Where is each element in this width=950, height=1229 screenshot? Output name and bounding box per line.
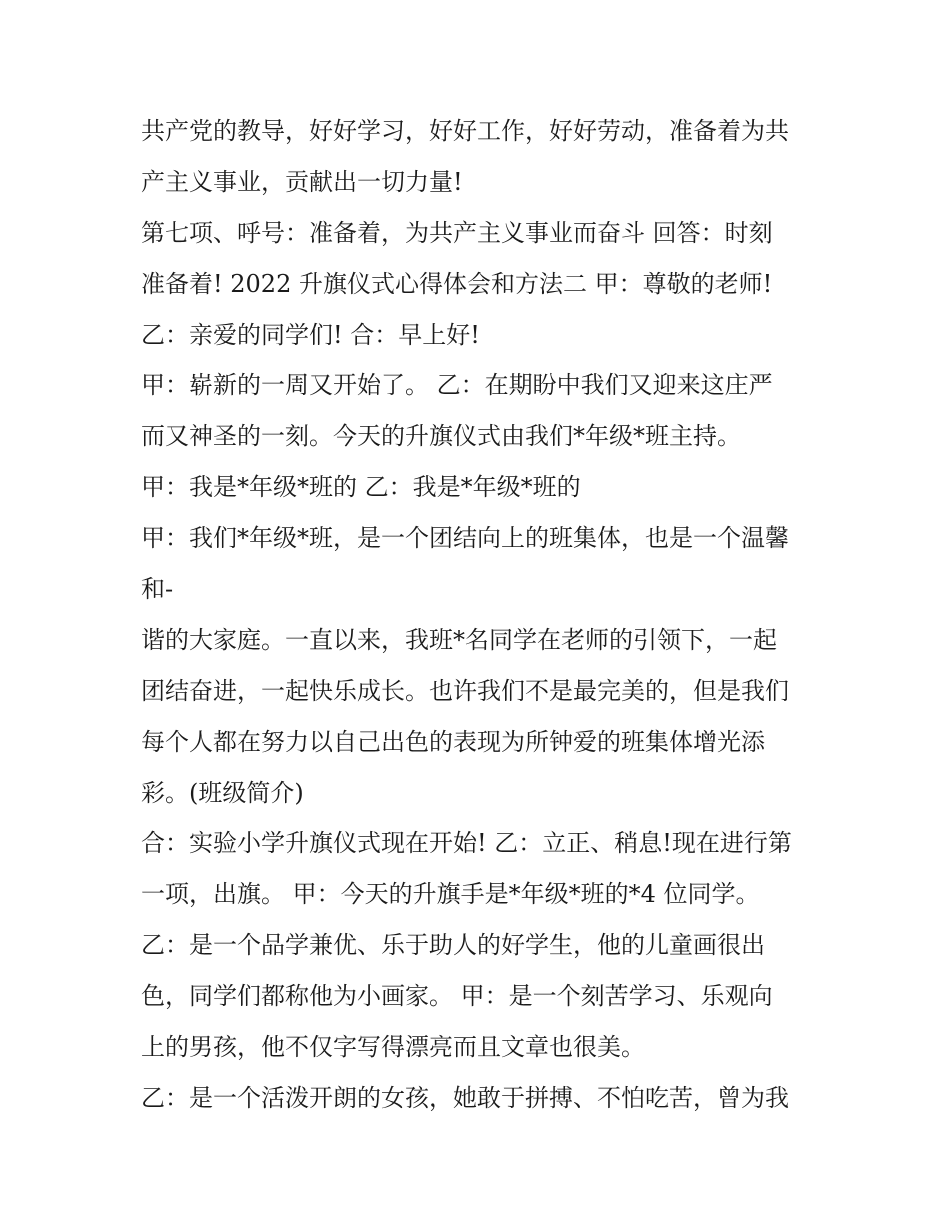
text-line: 准备着! 2022 升旗仪式心得体会和方法二 甲：尊敬的老师! bbox=[141, 269, 773, 298]
body-text bbox=[141, 106, 821, 1124]
text-line: 甲：我们*年级*班，是一个团结向上的班集体，也是一个温馨 bbox=[141, 524, 789, 553]
text-line: 团结奋进，一起快乐成长。也许我们不是最完美的，但是我们 bbox=[141, 676, 789, 705]
text-line: 乙：是一个活泼开朗的女孩，她敢于拼搏、不怕吃苦，曾为我 bbox=[141, 1083, 789, 1112]
text-line: 而又神圣的一刻。今天的升旗仪式由我们*年级*班主持。 bbox=[141, 422, 741, 451]
text-line: 乙：亲爱的同学们! 合：早上好! bbox=[141, 320, 480, 349]
text-line: 色，同学们都称他为小画家。 甲：是一个刻苦学习、乐观向 bbox=[141, 982, 773, 1011]
text-line: 产主义事业，贡献出一切力量! bbox=[141, 167, 463, 196]
text-line: 彩。(班级简介) bbox=[141, 778, 304, 807]
text-line: 第七项、呼号：准备着，为共产主义事业而奋斗 回答：时刻 bbox=[141, 218, 773, 247]
text-line: 上的男孩，他不仅字写得漂亮而且文章也很美。 bbox=[141, 1033, 645, 1062]
text-line: 合：实验小学升旗仪式现在开始! 乙：立正、稍息!现在进行第 bbox=[141, 829, 792, 858]
text-line: 谐的大家庭。一直以来，我班*名同学在老师的引领下，一起 bbox=[141, 625, 777, 654]
text-line: 和- bbox=[141, 575, 174, 604]
text-line: 甲：崭新的一周又开始了。 乙：在期盼中我们又迎来这庄严 bbox=[141, 371, 773, 400]
text-line: 共产党的教导，好好学习，好好工作，好好劳动，准备着为共 bbox=[141, 117, 789, 145]
text-line: 每个人都在努力以自己出色的表现为所钟爱的班集体增光添 bbox=[141, 727, 765, 756]
text-line: 一项，出旗。 甲：今天的升旗手是*年级*班的*4 位同学。 bbox=[141, 880, 760, 909]
text-line: 甲：我是*年级*班的 乙：我是*年级*班的 bbox=[141, 473, 581, 502]
text-line: 乙：是一个品学兼优、乐于助人的好学生，他的儿童画很出 bbox=[141, 931, 765, 960]
